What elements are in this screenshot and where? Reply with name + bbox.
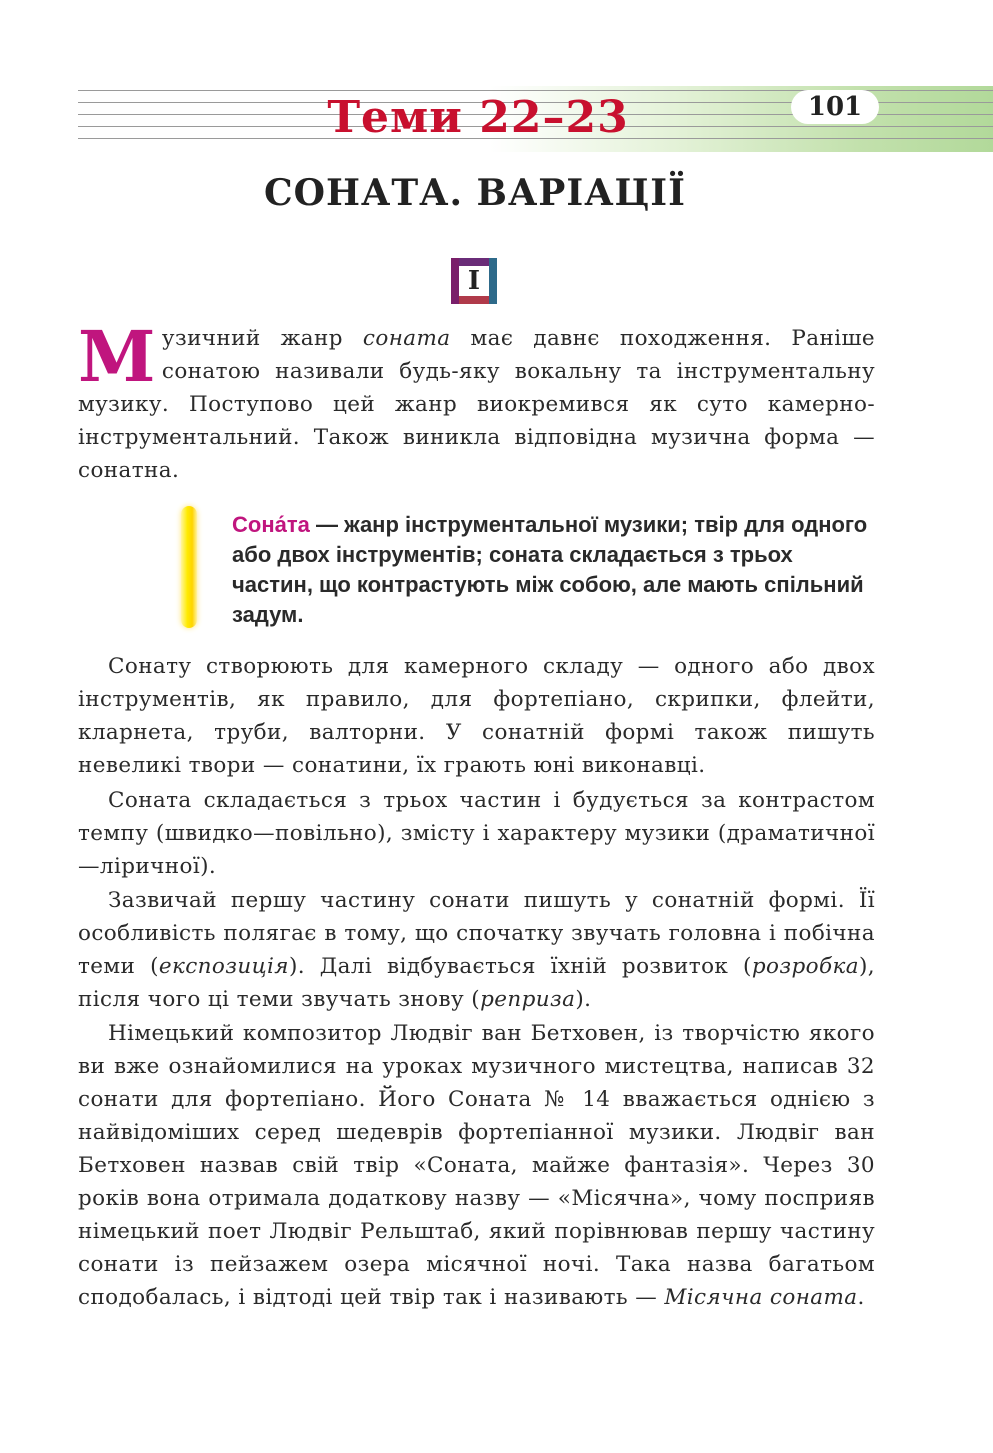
section-badge	[451, 258, 497, 304]
drop-cap: М	[78, 315, 156, 398]
paragraph: Сонату створюють для камерного складу — одного або двох інструментів, як правило, для фортепіано, скрипки, флейти, кларнета, труби, валторни. У сонатній формі також пишуть невеликі твори — сонатини, їх грають юні виконавці.	[78, 654, 875, 778]
paragraph	[78, 884, 875, 1016]
term-exposition: експозиція	[158, 954, 289, 979]
text-run: ). Далі відбувається їхній розвиток (	[288, 954, 752, 979]
term-moonlight-sonata: Місячна соната	[664, 1285, 858, 1310]
text-run: Зазвичай першу частину сонати пишуть у сонатній формі. Її особливість полягає в тому, що спочатку звучать головна і побічна теми (	[78, 888, 875, 979]
text-run: ), після чого ці теми звучать знову (	[78, 954, 875, 1012]
intro-term: соната	[362, 326, 451, 351]
definition-term: Сона́та	[232, 512, 310, 537]
text-run: Німецький композитор Людвіг ван Бетховен, із творчістю якого ви вже ознайомилися на уроках музичного мистецтва, написав 32 сонати для фортепіано. Його Соната № 14 вважається однією з найвідоміших серед шедеврів фортепіанної музики. Людвіг ван Бетховен назвав свій твір «Соната, майже фантазія». Через 30 років вона отримала додаткову назву — «Місячна», чому посприяв німецький поет Людвіг Рельштаб, який порівнював першу частину сонати із пейзажем озера місячної ночі. Така назва багатьом сподобалась, і відтоді цей твір так і називають —	[78, 1021, 875, 1310]
page-number: 101	[791, 90, 879, 124]
section-number: I	[459, 266, 489, 296]
text-run: .	[857, 1285, 865, 1310]
paragraph	[78, 1017, 875, 1314]
definition-text: — жанр інструментальної музики; твір для одного або двох інструментів; соната складається з трьох частин, що контрастують між собою, але мають спільний задум.	[232, 512, 868, 627]
term-development: розробка	[751, 954, 859, 979]
text-run: ).	[575, 987, 592, 1012]
term-recapitulation: реприза	[480, 987, 576, 1012]
paragraph: Соната складається з трьох частин і будується за контрастом темпу (швидко—повільно), змісту і характеру музики (драматичної—ліричної).	[78, 788, 875, 879]
intro-text-2: має давнє походження. Раніше сонатою називали будь-яку вокальну та інструментальну музику. Поступово цей жанр виокремився як суто камерно-інструментальний. Також виникла відповідна музична форма — сонатна.	[78, 326, 875, 483]
intro-text-1: узичний жанр	[161, 326, 363, 351]
chapter-title: СОНАТА. ВАРІАЦІЇ	[264, 172, 686, 214]
definition-box	[232, 510, 875, 630]
intro-paragraph	[78, 315, 875, 487]
topic-title: Теми 22–23	[327, 92, 629, 143]
highlight-bar	[181, 506, 197, 628]
